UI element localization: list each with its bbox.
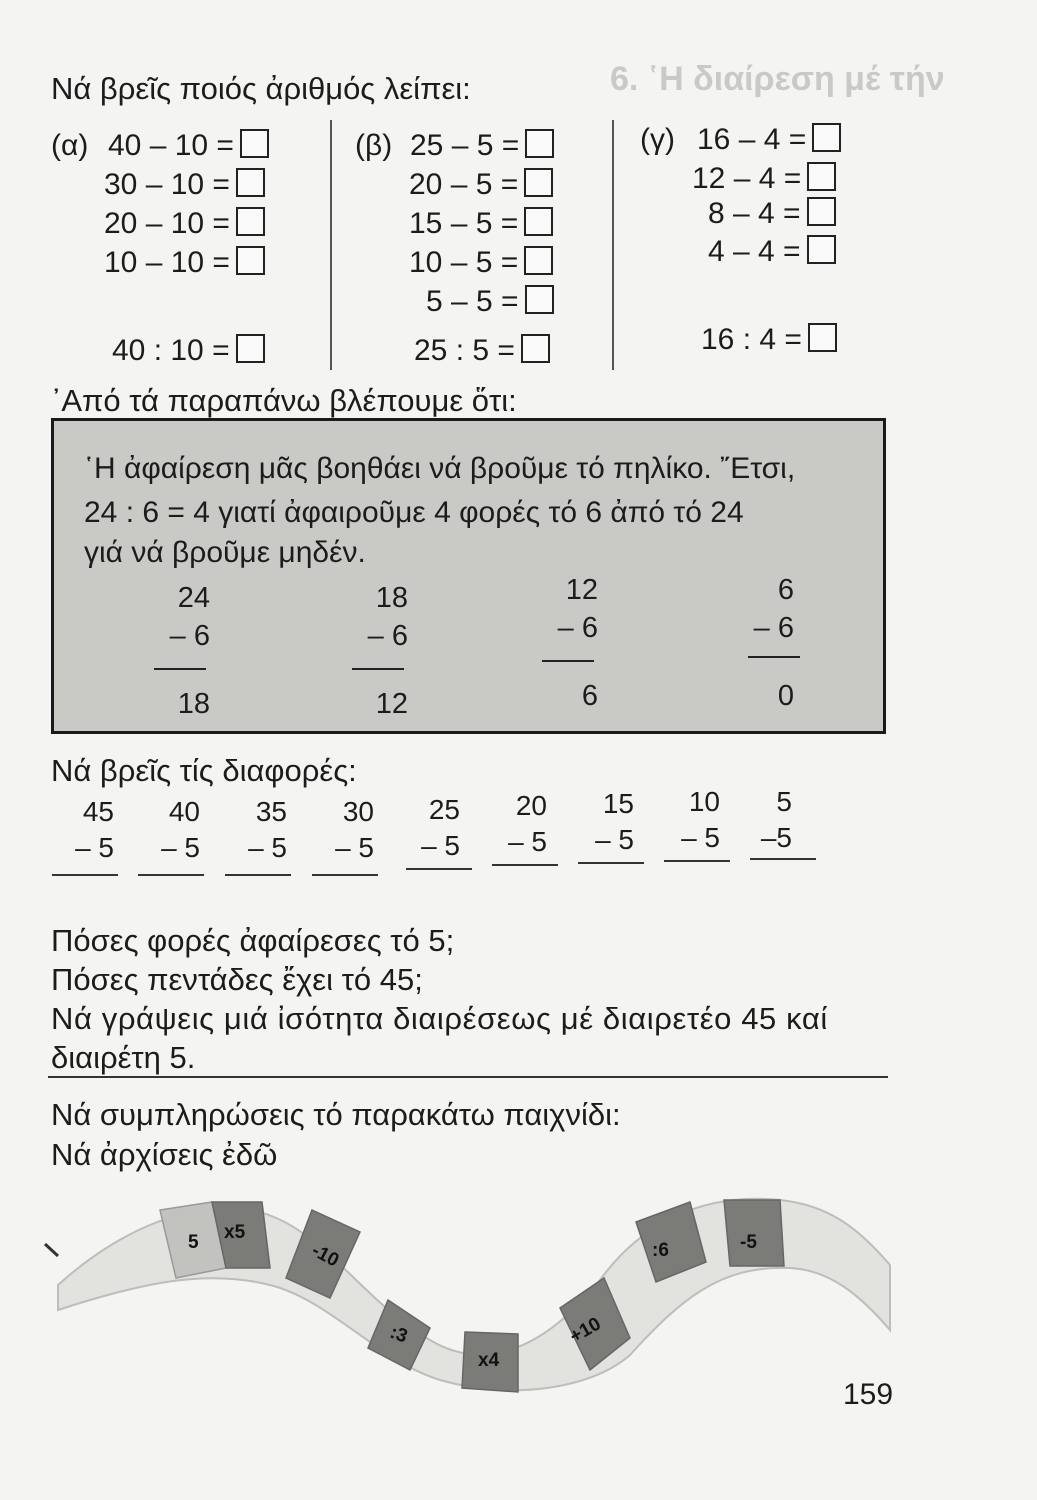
answer-box[interactable] <box>521 334 550 363</box>
subtraction-step <box>538 571 598 647</box>
column-divider <box>612 120 614 370</box>
subtraction-step <box>348 579 408 655</box>
equation: 10 – 5 = <box>409 245 553 281</box>
difference: 6 <box>581 680 598 712</box>
division-equation: 25 : 5 = <box>414 333 550 369</box>
minuend: 12 <box>565 574 598 606</box>
subtraction-problem: 40 – 5 <box>161 796 200 863</box>
subtraction-problem: 15 – 5 <box>595 788 634 855</box>
answer-box[interactable] <box>236 168 265 197</box>
minuend: 6 <box>777 574 794 606</box>
underline <box>352 668 404 670</box>
answer-box[interactable] <box>812 123 841 152</box>
equation: 5 – 5 = <box>426 284 554 320</box>
question-text: Νά γράψεις μιά ἰσότητα διαιρέσεως μέ διαιρετέο 45 καί <box>51 1001 828 1036</box>
tile-label: :6 <box>652 1240 669 1261</box>
answer-box[interactable] <box>525 129 554 158</box>
subtrahend: – 6 <box>367 620 408 652</box>
game-title: Νά συμπληρώσεις τό παρακάτω παιχνίδι: <box>51 1097 621 1132</box>
group-label-a: (α) <box>51 129 89 162</box>
difference: 18 <box>177 688 210 720</box>
subtraction-problem: 35 – 5 <box>248 796 287 863</box>
subtraction-problem: 25 – 5 <box>421 794 460 861</box>
subtraction-step <box>150 579 210 655</box>
subtraction-problem: 10 – 5 <box>681 786 720 853</box>
game-tile[interactable] <box>724 1200 784 1266</box>
subtraction-problem: 45 – 5 <box>75 796 114 863</box>
tile-label: +10 <box>566 1313 605 1348</box>
start-arrow-icon <box>45 1244 58 1256</box>
subtraction-problem: 30 – 5 <box>335 796 374 863</box>
difference: 12 <box>375 688 408 720</box>
subtrahend: – 6 <box>557 612 598 644</box>
tile-label: -5 <box>740 1232 757 1253</box>
equation: 40 – 10 = <box>108 128 269 164</box>
underline <box>748 656 800 658</box>
equation: 20 – 5 = <box>409 167 553 203</box>
snake-game-board <box>0 1170 1037 1400</box>
equation: 25 – 5 = <box>410 128 554 164</box>
answer-blank[interactable] <box>406 868 472 870</box>
question-text: Πόσες φορές ἀφαίρεσες τό 5; <box>51 923 455 958</box>
group-label-c: (γ) <box>640 123 675 156</box>
column-divider <box>330 120 332 370</box>
minuend: 24 <box>177 582 210 614</box>
answer-blank[interactable] <box>225 874 291 876</box>
answer-box[interactable] <box>807 235 836 264</box>
tile-label: x4 <box>478 1350 500 1371</box>
rule-line: ῾Η ἀφαίρεση μᾶς βοηθάει νά βροῦμε τό πηλίκο. ῎Ετσι, <box>84 452 796 485</box>
answer-blank[interactable] <box>492 864 558 866</box>
equation: 12 – 4 = <box>692 161 836 197</box>
equation: 16 – 4 = <box>697 122 841 158</box>
underline <box>154 668 206 670</box>
equation: 10 – 10 = <box>104 245 265 281</box>
division-equation: 16 : 4 = <box>701 322 837 358</box>
answer-box[interactable] <box>240 129 269 158</box>
subtrahend: – 6 <box>753 612 794 644</box>
minuend: 18 <box>375 582 408 614</box>
answer-blank[interactable] <box>664 860 730 862</box>
question-text: διαιρέτη 5. <box>51 1040 196 1075</box>
answer-box[interactable] <box>808 323 837 352</box>
section-divider <box>48 1076 888 1078</box>
answer-box[interactable] <box>524 207 553 236</box>
answer-blank[interactable] <box>52 874 118 876</box>
game-start-label: Νά ἀρχίσεις ἐδῶ <box>51 1137 278 1172</box>
equation: 15 – 5 = <box>409 206 553 242</box>
answer-box[interactable] <box>236 246 265 275</box>
equation: 4 – 4 = <box>708 234 836 270</box>
rule-line: 24 : 6 = 4 γιατί ἀφαιροῦμε 4 φορές τό 6 ἀπό τό 24 <box>84 496 744 529</box>
answer-box[interactable] <box>236 334 265 363</box>
game-tile[interactable] <box>462 1332 518 1392</box>
answer-box[interactable] <box>524 246 553 275</box>
answer-blank[interactable] <box>750 858 816 860</box>
underline <box>542 660 594 662</box>
differences-title: Νά βρεῖς τίς διαφορές: <box>51 753 357 788</box>
division-equation: 40 : 10 = <box>112 333 265 369</box>
subtraction-problem: 5 –5 <box>760 786 792 853</box>
group-label-b: (β) <box>355 129 393 162</box>
conclusion-intro: ᾿Από τά παραπάνω βλέπουμε ὅτι: <box>51 383 517 418</box>
rule-line: γιά νά βροῦμε μηδέν. <box>84 536 366 569</box>
question-text: Πόσες πεντάδες ἔχει τό 45; <box>51 962 423 997</box>
difference: 0 <box>777 680 794 712</box>
answer-box[interactable] <box>807 162 836 191</box>
subtraction-problem: 20 – 5 <box>508 790 547 857</box>
answer-box[interactable] <box>525 285 554 314</box>
tile-label: -10 <box>308 1240 343 1272</box>
answer-blank[interactable] <box>138 874 204 876</box>
answer-box[interactable] <box>236 207 265 236</box>
tile-label: :3 <box>387 1321 411 1348</box>
answer-blank[interactable] <box>312 874 378 876</box>
instruction-text: Νά βρεῖς ποιός ἀριθμός λείπει: <box>51 71 471 106</box>
equation: 8 – 4 = <box>708 196 836 232</box>
answer-box[interactable] <box>524 168 553 197</box>
answer-blank[interactable] <box>578 862 644 864</box>
equation: 30 – 10 = <box>104 167 265 203</box>
tile-label: x5 <box>224 1222 246 1243</box>
page-number: 159 <box>843 1378 894 1411</box>
subtraction-step <box>738 571 794 647</box>
answer-box[interactable] <box>807 197 836 226</box>
subtrahend: – 6 <box>169 620 210 652</box>
rule-box <box>51 418 886 734</box>
tile-label: 5 <box>188 1232 199 1253</box>
bleed-through-heading: 6. ῾Η διαίρεση μέ τήν <box>610 60 945 98</box>
equation: 20 – 10 = <box>104 206 265 242</box>
